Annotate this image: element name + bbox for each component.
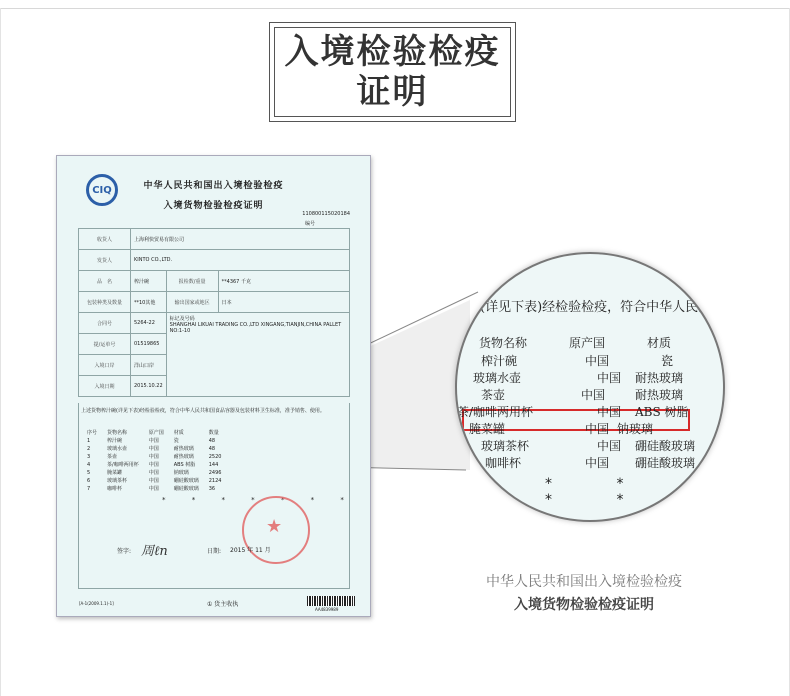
table-row bbox=[83, 478, 225, 484]
contract-value: 5264-22 bbox=[131, 313, 167, 334]
table-cell: ABS 树脂 bbox=[173, 462, 196, 468]
mag-row-origin: 中国 bbox=[585, 422, 610, 436]
table-cell: 6 bbox=[87, 478, 91, 484]
weight-value: **4367 千克 bbox=[218, 271, 349, 292]
cert-items-header-cell: 原产国 bbox=[148, 430, 164, 436]
table-cell: 钠玻璃 bbox=[173, 470, 189, 476]
cert-header-line2: 入境货物检验检疫证明 bbox=[163, 201, 264, 211]
table-cell: 中国 bbox=[148, 446, 159, 452]
mag-row-origin: 中国 bbox=[585, 354, 610, 368]
marks-label: 标记及号码 bbox=[169, 316, 195, 322]
product-value: 榨汁碗 bbox=[131, 271, 167, 292]
mag-row-name: 腌菜罐 bbox=[469, 422, 506, 436]
table-cell: 中国 bbox=[148, 462, 159, 468]
table-cell: 茶/咖啡两用杯 bbox=[107, 462, 139, 468]
table-cell: 48 bbox=[208, 438, 216, 444]
cert-statement: 上述货物榨汁碗(详见下表)经检验检疫，符合中华人民共和国食品容器及包装材料卫生标准，准予销售、使用。 bbox=[81, 408, 325, 414]
magnifier-zoom-circle bbox=[455, 252, 725, 522]
weight-label: 报检数/重量 bbox=[166, 271, 218, 292]
cert-stars: * * * * * * * bbox=[162, 496, 356, 504]
mag-row-material: 硼硅酸玻璃 bbox=[635, 439, 696, 453]
marks-value: SHANGHAI LIKUAI TRADING CO.,LTD XINGANG,TIANJIN,CHINA PALLET NO:1-10 bbox=[169, 322, 342, 334]
caption-line1: 中华人民共和国出入境检验检疫 bbox=[486, 574, 682, 590]
mag-row-name: 茶壶 bbox=[481, 388, 506, 402]
mag-row-name: 咖啡杯 bbox=[485, 456, 522, 470]
table-cell: 硼硅酸玻璃 bbox=[173, 478, 199, 484]
table-cell: 2496 bbox=[208, 470, 222, 476]
date-label: 日期: bbox=[207, 548, 222, 555]
barcode-number: AA4839989 bbox=[315, 607, 339, 612]
mag-row-material: 耐热玻璃 bbox=[635, 388, 684, 402]
table-cell: 耐热玻璃 bbox=[173, 454, 194, 460]
mag-row-origin: 中国 bbox=[597, 371, 622, 385]
table-cell: 中国 bbox=[148, 470, 159, 476]
shipper-label: 发货人 bbox=[79, 250, 131, 271]
mag-row-name: 玻璃水壶 bbox=[473, 371, 522, 385]
table-cell: 中国 bbox=[148, 438, 159, 444]
table-cell: 48 bbox=[208, 446, 216, 452]
caption-line2: 入境货物检验检疫证明 bbox=[514, 597, 654, 613]
magnifier-intro-text: 碗(详见下表)经检验检疫，符合中华人民共 bbox=[467, 300, 712, 315]
table-cell: 腌菜罐 bbox=[107, 470, 123, 476]
cert-items-header-cell: 材质 bbox=[173, 430, 184, 436]
mag-row-material: 硼硅酸玻璃 bbox=[635, 456, 696, 470]
table-cell: 玻璃水壶 bbox=[107, 446, 128, 452]
origin-label: 输出国家或地区 bbox=[166, 292, 218, 313]
table-cell: 瓷 bbox=[173, 438, 179, 444]
table-cell: 4 bbox=[87, 462, 91, 468]
page-title-line1: 入境检验检疫 bbox=[284, 32, 501, 72]
package-value: **10其他 bbox=[131, 292, 167, 313]
mag-row-material: 瓷 bbox=[661, 354, 674, 368]
mag-row-material: ABS 树脂 bbox=[635, 405, 689, 419]
table-row bbox=[83, 462, 225, 468]
cert-info-table bbox=[78, 228, 350, 397]
table-cell: 榨汁碗 bbox=[107, 438, 123, 444]
cert-items-header-cell: 序号 bbox=[87, 430, 98, 436]
form-code: [A-1(2009.1.1)-1] bbox=[79, 601, 114, 606]
consignee-value: 上海利快贸易有限公司 bbox=[131, 229, 350, 250]
table-cell: 中国 bbox=[148, 478, 159, 484]
mag-row-origin: 中国 bbox=[581, 388, 606, 402]
table-cell: 3 bbox=[87, 454, 91, 460]
entry-date-value: 2015.10.22 bbox=[131, 376, 167, 397]
table-cell: 玻璃茶杯 bbox=[107, 478, 128, 484]
inspection-certificate bbox=[56, 155, 371, 617]
cert-header-line1: 中华人民共和国出入境检验检疫 bbox=[143, 181, 284, 191]
handwritten-signature: 周ℓn bbox=[141, 544, 168, 559]
barcode-icon bbox=[307, 596, 355, 606]
mag-col-header-origin: 原产国 bbox=[569, 336, 606, 350]
table-cell: 中国 bbox=[148, 454, 159, 460]
product-label: 品 名 bbox=[79, 271, 131, 292]
cert-items-header-cell: 货物名称 bbox=[107, 430, 128, 436]
mag-row-material: 钠玻璃 bbox=[617, 422, 654, 436]
mag-row-name: 茶/咖啡两用杯 bbox=[457, 405, 534, 419]
contract-label: 合同号 bbox=[79, 313, 131, 334]
mag-row-origin: 中国 bbox=[597, 439, 622, 453]
cert-items-table bbox=[81, 428, 227, 494]
ciq-logo-icon: CIQ bbox=[86, 174, 118, 206]
package-label: 包装种类及数量 bbox=[79, 292, 131, 313]
bl-label: 提/运单号 bbox=[79, 334, 131, 355]
table-cell: 144 bbox=[208, 462, 219, 468]
table-cell: 2520 bbox=[208, 454, 222, 460]
cert-serial-number: 110800115020184 bbox=[302, 211, 350, 217]
table-row bbox=[83, 446, 225, 452]
table-cell: 茶壶 bbox=[107, 454, 118, 460]
table-row bbox=[83, 470, 225, 476]
mag-col-header-material: 材质 bbox=[647, 336, 672, 350]
entry-date-label: 入境日期 bbox=[79, 376, 131, 397]
port-value: 洋山口岸 bbox=[131, 355, 167, 376]
table-row bbox=[83, 486, 225, 492]
table-cell: 7 bbox=[87, 486, 91, 492]
origin-value: 日本 bbox=[218, 292, 349, 313]
table-cell: 中国 bbox=[148, 486, 159, 492]
cert-no-label: 编号 bbox=[304, 221, 315, 227]
table-row bbox=[83, 438, 225, 444]
mag-row-name: 榨汁碗 bbox=[481, 354, 518, 368]
table-cell: 5 bbox=[87, 470, 91, 476]
mag-col-header-name: 货物名称 bbox=[479, 336, 528, 350]
consignee-label: 收货人 bbox=[79, 229, 131, 250]
table-cell: 1 bbox=[87, 438, 91, 444]
table-cell: 2124 bbox=[208, 478, 222, 484]
mag-row-origin: 中国 bbox=[585, 456, 610, 470]
magnifier-stars: * * * * bbox=[545, 476, 654, 508]
table-cell: 2 bbox=[87, 446, 91, 452]
cert-items-body bbox=[83, 438, 225, 492]
bl-value: 01519865 bbox=[131, 334, 167, 355]
cert-items-header bbox=[83, 430, 225, 436]
cert-items-header-cell: 数量 bbox=[208, 430, 219, 436]
mag-row-origin: 中国 bbox=[597, 405, 622, 419]
sign-label: 签字: bbox=[117, 548, 132, 555]
port-label: 入境口岸 bbox=[79, 355, 131, 376]
marks-cell bbox=[166, 313, 349, 397]
copy-designation: ① 货主收执 bbox=[207, 601, 239, 608]
shipper-value: KINTO CO.,LTD. bbox=[131, 250, 350, 271]
mag-row-material: 耐热玻璃 bbox=[635, 371, 684, 385]
mag-row-name: 玻璃茶杯 bbox=[481, 439, 530, 453]
table-cell: 36 bbox=[208, 486, 216, 492]
table-row bbox=[83, 454, 225, 460]
table-cell: 耐热玻璃 bbox=[173, 446, 194, 452]
page-title-line2: 证明 bbox=[356, 72, 429, 112]
table-cell: 硼硅酸玻璃 bbox=[173, 486, 199, 492]
signature-date: 2015 年 11 月 bbox=[230, 547, 271, 554]
table-cell: 咖啡杯 bbox=[107, 486, 123, 492]
